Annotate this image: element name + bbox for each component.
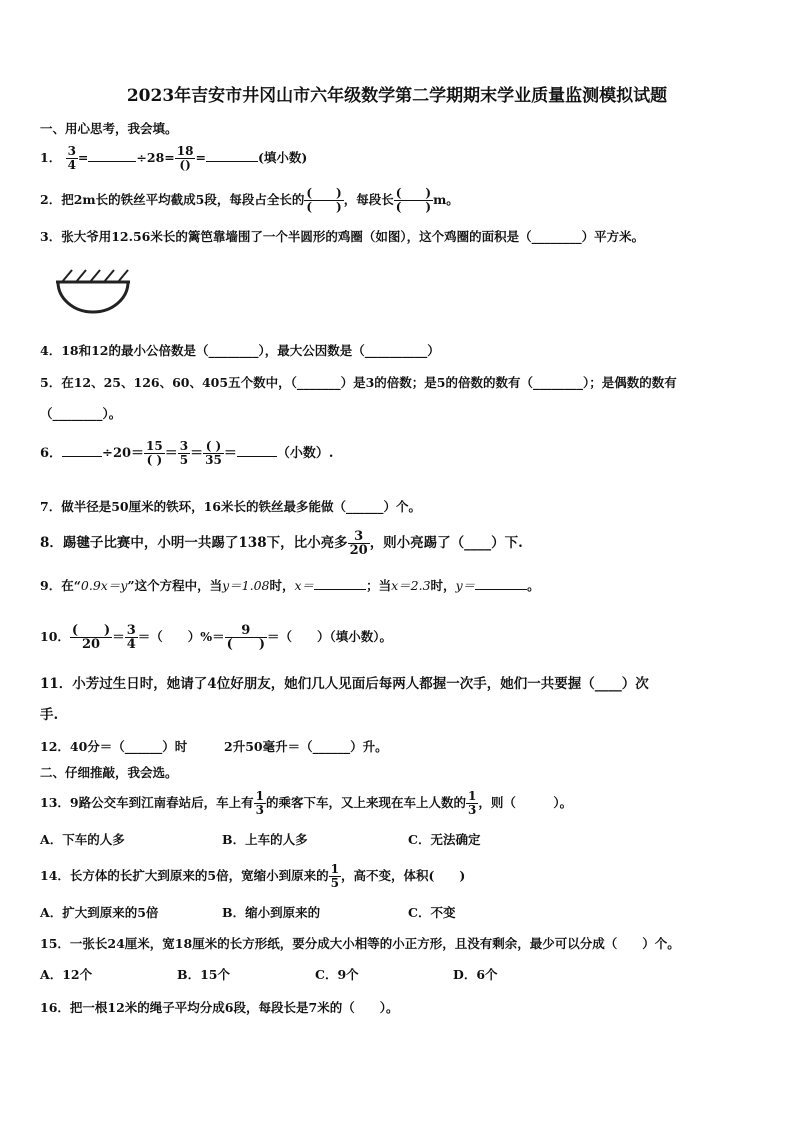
question-8: 8．踢毽子比赛中，小明一共踢了138下，比小亮多 $\frac{3}{20}$ ，则小亮踢了（____）下.: [40, 529, 523, 558]
section-2-heading: 二、仔细推敲，我会选。: [40, 765, 178, 780]
section-1-heading: 一、用心思考，我会填。: [40, 121, 178, 136]
q1-fraction-1: $\frac{3}{4}$: [67, 144, 76, 172]
question-2: 2．把2m长的铁丝平均截成5段，每段占全长的 $\frac{( )}{( )}$ ，每段长 $\frac{( )}{( )}$ m。: [40, 186, 459, 214]
q8-fraction: $\frac{3}{20}$: [349, 529, 368, 558]
q14-fraction: $\frac{1}{5}$: [330, 862, 339, 890]
q6-fraction-2: $\frac{3}{5}$: [179, 439, 189, 467]
question-11-line-2: 手.: [40, 707, 59, 723]
q14-option-b[interactable]: B．缩小到原来的: [222, 905, 321, 920]
q9-blank-2[interactable]: [475, 577, 527, 590]
question-10: 10． $\frac{( )}{20}$ ＝ $\frac{3}{4}$ ＝（ ）%＝ $\frac{9}{( )}$ ＝（ ）（填小数）。: [40, 623, 392, 652]
question-5: 5．在12、25、126、60、405五个数中，（_______）是3的倍数；是5的倍数的数有（________）；是偶数的数有: [40, 375, 677, 390]
q1-blank-2[interactable]: [206, 149, 258, 162]
q14-option-a[interactable]: A．扩大到原来的5倍: [40, 905, 159, 920]
question-12-part-b: 2升50毫升＝（______）升。: [224, 739, 388, 754]
q6-blank-2[interactable]: [237, 444, 277, 457]
q13-fraction-2: $\frac{1}{3}$: [467, 789, 477, 817]
question-6: 6． ÷20＝ $\frac{15}{( )}$ ＝ $\frac{3}{5}$ ＝ $\frac{( )}{35}$ ＝ （小数）.: [40, 439, 334, 467]
q13-option-b[interactable]: B．上车的人多: [222, 832, 308, 847]
q15-option-a[interactable]: A．12个: [40, 967, 93, 982]
q6-fraction-1: $\frac{15}{( )}$: [146, 439, 163, 467]
q15-option-c[interactable]: C．9个: [315, 967, 359, 982]
q6-fraction-3: $\frac{( )}{35}$: [205, 439, 222, 467]
q1-blank-1[interactable]: [88, 149, 136, 162]
q10-fraction-1: $\frac{( )}{20}$: [71, 623, 111, 652]
question-14: 14．长方体的长扩大到原来的5倍，宽缩小到原来的 $\frac{1}{5}$ ，高不变，体积( ): [40, 862, 466, 890]
question-11: 11．小芳过生日时，她请了4位好朋友，她们几人见面后每两人都握一次手，她们一共要握（____）次: [40, 676, 649, 692]
q14-option-c[interactable]: C．不变: [408, 905, 456, 920]
question-9: 9．在“0.9x＝y”这个方程中，当y＝1.08时，x＝ ；当x＝2.3时，y＝ 。: [40, 578, 540, 593]
q10-fraction-3: $\frac{9}{( )}$: [226, 623, 265, 652]
q1-number: 1．: [40, 150, 62, 165]
question-12: 12．40分＝（______）时: [40, 739, 188, 754]
question-5-line-2: （________）。: [40, 406, 122, 421]
question-16: 16．把一根12米的绳子平均分成6段，每段长是7米的（ ）。: [40, 1000, 399, 1015]
q13-option-a[interactable]: A．下车的人多: [40, 832, 125, 847]
question-15: 15．一张长24厘米，宽18厘米的长方形纸，要分成大小相等的小正方形，且没有剩余，最少可以分成（ ）个。: [40, 936, 680, 951]
q2-fraction-2: $\frac{( )}{( )}$: [395, 186, 432, 214]
q10-fraction-2: $\frac{3}{4}$: [126, 623, 136, 652]
question-1: 1． $\frac{3}{4}$ = ÷28= $\frac{18}{()}$ = (填小数): [40, 144, 308, 172]
q1-fraction-2: $\frac{18}{()}$: [176, 144, 194, 172]
q2-fraction-1: $\frac{( )}{( )}$: [306, 186, 342, 214]
question-3: 3．张大爷用12.56米长的篱笆靠墙围了一个半圆形的鸡圈（如图），这个鸡圈的面积是（________）平方米。: [40, 229, 645, 244]
semicircle-pen-figure: [50, 262, 136, 320]
q9-blank-1[interactable]: [314, 577, 366, 590]
page-title: 2023年吉安市井冈山市六年级数学第二学期期末学业质量监测模拟试题: [126, 86, 668, 106]
q13-fraction-1: $\frac{1}{3}$: [255, 789, 264, 817]
question-4: 4．18和12的最小公倍数是（________），最大公因数是（__________）: [40, 343, 440, 358]
q6-blank-1[interactable]: [62, 444, 102, 457]
q15-option-b[interactable]: B．15个: [177, 967, 230, 982]
question-13: 13．9路公交车到江南春站后，车上有 $\frac{1}{3}$ 的乘客下车，又上来现在车上人数的 $\frac{1}{3}$ ，则（ ）。: [40, 789, 573, 817]
q15-option-d[interactable]: D．6个: [453, 967, 498, 982]
question-7: 7．做半径是50厘米的铁环，16米长的铁丝最多能做（______）个。: [40, 499, 421, 514]
q13-option-c[interactable]: C．无法确定: [408, 832, 481, 847]
